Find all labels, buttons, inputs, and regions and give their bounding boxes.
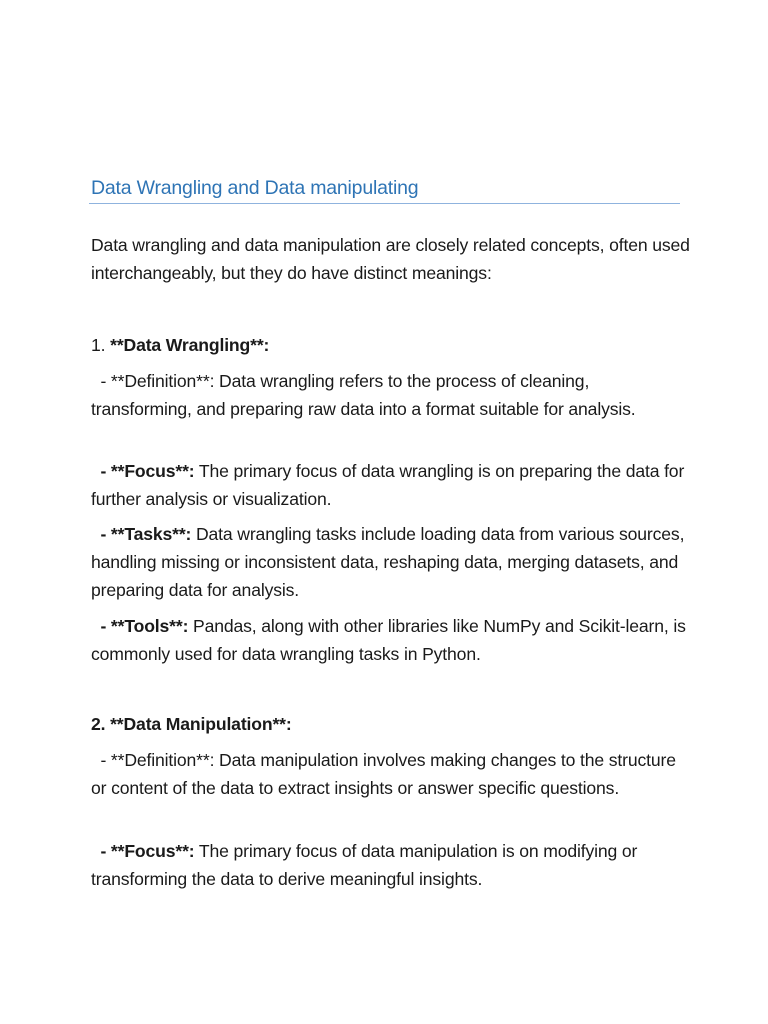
section1-tasks: [91, 520, 691, 604]
section2-focus-text: The primary focus of data manipulation is on modifying or transforming the data to derive meaningful insights.: [91, 841, 638, 889]
document-heading: Data Wrangling and Data manipulating: [91, 177, 419, 199]
section1-definition-text: - **Definition**: Data wrangling refers to the process of cleaning, transforming, and preparing raw data into a format suitable for analysis.: [91, 371, 636, 419]
section1-tools: [91, 612, 691, 668]
section1-definition: [91, 367, 691, 423]
section1-focus-text: The primary focus of data wrangling is on preparing the data for further analysis or visualization.: [91, 461, 685, 509]
section1-title: [91, 331, 691, 359]
section1-tasks-label: - **Tasks**:: [91, 524, 192, 544]
section1-tasks-text: Data wrangling tasks include loading data from various sources, handling missing or inconsistent data, reshaping data, merging datasets, and preparing data for analysis.: [91, 524, 685, 600]
section2-definition: [91, 746, 691, 802]
section1-tools-text: Pandas, along with other libraries like NumPy and Scikit-learn, is commonly used for data wrangling tasks in Python.: [91, 616, 686, 664]
section1-title-text: **Data Wrangling**:: [110, 335, 270, 355]
section2-definition-text: - **Definition**: Data manipulation involves making changes to the structure or content of the data to extract insights or answer specific questions.: [91, 750, 681, 798]
section1-focus-label: - **Focus**:: [91, 461, 195, 481]
section1-tools-label: - **Tools**:: [91, 616, 189, 636]
heading-underline: [89, 203, 680, 204]
intro-paragraph: Data wrangling and data manipulation are closely related concepts, often used interchangeably, but they do have distinct meanings:: [91, 235, 690, 283]
section1-number: 1.: [91, 335, 111, 355]
section2-focus: [91, 837, 691, 893]
section1-focus: [91, 457, 691, 513]
section2-title: 2. **Data Manipulation**:: [91, 714, 292, 734]
section2-focus-label: - **Focus**:: [91, 841, 195, 861]
